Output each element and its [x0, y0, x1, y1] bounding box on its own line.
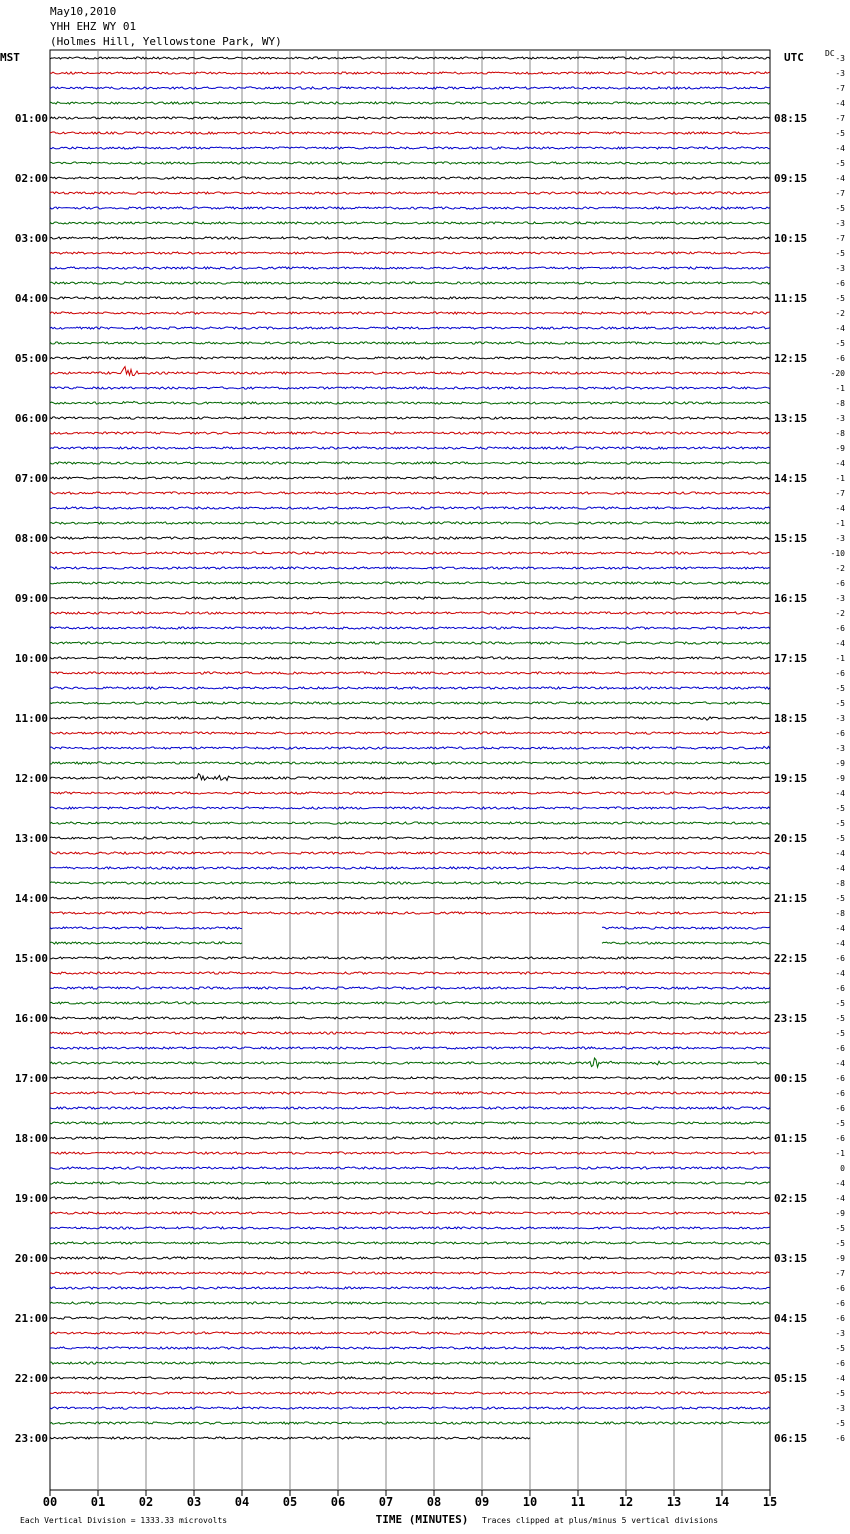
- dc-offset-label: -6: [835, 1314, 845, 1323]
- dc-offset-label: -6: [835, 1104, 845, 1113]
- seismic-trace: [50, 1197, 770, 1199]
- dc-header-label: DC: [825, 49, 835, 58]
- seismic-trace: [50, 746, 770, 749]
- dc-offset-label: -5: [835, 204, 845, 213]
- dc-offset-label: -3: [835, 69, 845, 78]
- dc-offset-label: -3: [835, 414, 845, 423]
- seismic-trace: [50, 1077, 770, 1079]
- seismic-trace: [50, 387, 770, 389]
- dc-offset-label: -3: [835, 714, 845, 723]
- seismic-trace: [50, 732, 770, 734]
- dc-offset-label: -5: [835, 684, 845, 693]
- dc-offset-label: -5: [835, 999, 845, 1008]
- dc-offset-label: -1: [835, 519, 845, 528]
- seismic-trace: [50, 267, 770, 269]
- seismic-trace: [50, 1047, 770, 1049]
- x-axis-title: TIME (MINUTES): [375, 1513, 469, 1526]
- seismic-trace: [50, 582, 770, 584]
- dc-offset-label: -3: [835, 744, 845, 753]
- dc-offset-label: -5: [835, 339, 845, 348]
- record-date: May10,2010: [50, 5, 117, 18]
- seismic-trace: [50, 717, 770, 720]
- dc-offset-label: -4: [835, 1194, 845, 1203]
- seismic-trace: [50, 597, 770, 599]
- mst-hour-label: 20:00: [14, 1252, 48, 1265]
- dc-offset-label: -4: [835, 864, 845, 873]
- seismic-trace: [50, 462, 770, 464]
- dc-offset-label: -6: [835, 354, 845, 363]
- dc-offset-label: -1: [835, 654, 845, 663]
- dc-offset-label: 0: [840, 1164, 845, 1173]
- x-tick-label: 05: [282, 1495, 298, 1509]
- dc-offset-label: -5: [835, 1029, 845, 1038]
- dc-offset-label: -4: [835, 939, 845, 948]
- seismic-trace: [50, 642, 770, 644]
- seismic-trace: [50, 567, 770, 569]
- dc-offset-label: -5: [835, 819, 845, 828]
- dc-offset-label: -4: [835, 1179, 845, 1188]
- x-tick-label: 08: [426, 1495, 442, 1509]
- seismic-trace: [50, 342, 770, 344]
- seismic-trace: [50, 1017, 770, 1019]
- utc-hour-label: 17:15: [774, 652, 808, 665]
- dc-offset-label: -4: [835, 969, 845, 978]
- seismic-trace: [50, 942, 770, 944]
- seismic-trace: [50, 1212, 770, 1214]
- utc-hour-label: 09:15: [774, 172, 808, 185]
- seismic-trace: [50, 401, 770, 405]
- seismic-trace: [50, 147, 770, 149]
- dc-offset-label: -5: [835, 129, 845, 138]
- utc-hour-label: 14:15: [774, 472, 808, 485]
- dc-offset-label: -8: [835, 909, 845, 918]
- dc-offset-label: -5: [835, 699, 845, 708]
- utc-axis-label: UTC: [784, 51, 804, 64]
- seismic-trace: [50, 1032, 770, 1034]
- dc-offset-label: -7: [835, 489, 845, 498]
- x-tick-label: 06: [330, 1495, 346, 1509]
- dc-offset-label: -7: [835, 84, 845, 93]
- x-tick-label: 07: [378, 1495, 394, 1509]
- seismic-trace: [50, 367, 770, 376]
- seismic-trace: [50, 327, 770, 329]
- dc-offset-label: -5: [835, 1344, 845, 1353]
- x-tick-label: 15: [762, 1495, 778, 1509]
- dc-offset-label: -3: [835, 1329, 845, 1338]
- x-tick-label: 01: [90, 1495, 106, 1509]
- mst-hour-label: 13:00: [14, 832, 48, 845]
- mst-hour-label: 18:00: [14, 1132, 48, 1145]
- dc-offset-label: -6: [835, 279, 845, 288]
- dc-offset-label: -6: [835, 624, 845, 633]
- seismic-trace: [50, 987, 770, 990]
- seismic-trace: [50, 537, 770, 539]
- seismic-trace: [50, 957, 770, 959]
- seismic-trace: [50, 102, 770, 104]
- seismic-trace: [50, 1058, 770, 1067]
- mst-hour-label: 01:00: [14, 112, 48, 125]
- seismic-trace: [50, 312, 770, 314]
- mst-hour-label: 08:00: [14, 532, 48, 545]
- dc-offset-label: -1: [835, 1149, 845, 1158]
- mst-hour-label: 10:00: [14, 652, 48, 665]
- seismic-trace: [50, 1107, 770, 1109]
- seismic-trace: [50, 207, 770, 209]
- x-tick-label: 10: [522, 1495, 538, 1509]
- dc-offset-label: -5: [835, 804, 845, 813]
- seismic-trace: [50, 852, 770, 854]
- seismic-trace: [50, 1152, 770, 1154]
- dc-offset-label: -4: [835, 849, 845, 858]
- dc-offset-label: -4: [835, 1374, 845, 1383]
- dc-offset-label: -4: [835, 144, 845, 153]
- dc-offset-label: -8: [835, 399, 845, 408]
- dc-offset-label: -5: [835, 1119, 845, 1128]
- utc-hour-label: 15:15: [774, 532, 808, 545]
- seismic-trace: [50, 177, 770, 179]
- dc-offset-label: -6: [835, 1089, 845, 1098]
- seismic-trace: [50, 1392, 770, 1394]
- utc-hour-label: 00:15: [774, 1072, 808, 1085]
- utc-hour-label: 13:15: [774, 412, 808, 425]
- dc-offset-label: -9: [835, 444, 845, 453]
- dc-offset-label: -9: [835, 1254, 845, 1263]
- dc-offset-label: -5: [835, 159, 845, 168]
- seismic-trace: [50, 927, 770, 929]
- seismic-trace: [50, 252, 770, 254]
- seismic-trace: [50, 57, 770, 59]
- utc-hour-label: 01:15: [774, 1132, 808, 1145]
- utc-hour-label: 04:15: [774, 1312, 808, 1325]
- dc-offset-label: -10: [830, 549, 845, 558]
- mst-hour-label: 21:00: [14, 1312, 48, 1325]
- dc-offset-label: -4: [835, 459, 845, 468]
- dc-offset-label: -6: [835, 1284, 845, 1293]
- utc-hour-label: 21:15: [774, 892, 808, 905]
- mst-hour-label: 06:00: [14, 412, 48, 425]
- dc-offset-label: -5: [835, 249, 845, 258]
- seismic-trace: [50, 477, 770, 479]
- clip-note: Traces clipped at plus/minus 5 vertical divisions: [482, 1516, 719, 1525]
- dc-offset-label: -9: [835, 759, 845, 768]
- dc-offset-label: -3: [835, 534, 845, 543]
- dc-offset-label: -4: [835, 174, 845, 183]
- seismic-trace: [50, 627, 770, 629]
- x-tick-label: 00: [42, 1495, 58, 1509]
- dc-offset-label: -20: [830, 369, 845, 378]
- seismic-trace: [50, 657, 770, 659]
- seismic-trace: [50, 237, 770, 239]
- seismic-trace: [50, 162, 770, 164]
- dc-offset-label: -7: [835, 234, 845, 243]
- dc-offset-label: -8: [835, 429, 845, 438]
- seismic-trace: [50, 507, 770, 509]
- seismic-trace: [50, 1407, 770, 1409]
- dc-offset-label: -4: [835, 789, 845, 798]
- seismic-trace: [50, 447, 770, 449]
- dc-offset-label: -4: [835, 924, 845, 933]
- seismic-trace: [50, 357, 770, 359]
- x-tick-label: 02: [138, 1495, 154, 1509]
- seismic-trace: [50, 897, 770, 899]
- dc-offset-label: -2: [835, 309, 845, 318]
- seismic-trace: [50, 702, 770, 704]
- dc-offset-label: -3: [835, 264, 845, 273]
- dc-offset-label: -3: [835, 54, 845, 63]
- seismic-trace: [50, 687, 770, 689]
- scale-note: Each Vertical Division = 1333.33 microvolts: [20, 1516, 228, 1525]
- seismic-trace: [50, 867, 770, 869]
- mst-hour-label: 16:00: [14, 1012, 48, 1025]
- utc-hour-label: 10:15: [774, 232, 808, 245]
- seismic-trace: [50, 1332, 770, 1334]
- mst-hour-label: 17:00: [14, 1072, 48, 1085]
- dc-offset-label: -5: [835, 1224, 845, 1233]
- dc-offset-label: -6: [835, 579, 845, 588]
- seismic-trace: [50, 1092, 770, 1094]
- seismic-trace: [50, 522, 770, 524]
- utc-hour-label: 18:15: [774, 712, 808, 725]
- seismic-trace: [50, 222, 770, 224]
- seismic-trace: [50, 1302, 770, 1304]
- seismic-trace: [50, 882, 770, 884]
- seismic-trace: [50, 297, 770, 299]
- seismic-trace: [50, 972, 770, 974]
- seismic-trace: [50, 552, 770, 554]
- utc-hour-label: 19:15: [774, 772, 808, 785]
- seismic-trace: [50, 1422, 770, 1424]
- utc-hour-label: 12:15: [774, 352, 808, 365]
- dc-offset-label: -6: [835, 729, 845, 738]
- utc-hour-label: 11:15: [774, 292, 808, 305]
- seismic-trace: [50, 822, 770, 824]
- seismic-trace: [50, 1287, 770, 1289]
- seismic-trace: [50, 1257, 770, 1259]
- dc-offset-label: -1: [835, 384, 845, 393]
- mst-hour-label: 12:00: [14, 772, 48, 785]
- seismic-trace: [50, 774, 770, 781]
- mst-hour-label: 19:00: [14, 1192, 48, 1205]
- dc-offset-label: -7: [835, 1269, 845, 1278]
- mst-hour-label: 03:00: [14, 232, 48, 245]
- seismic-trace: [50, 1167, 770, 1169]
- seismic-trace: [50, 1362, 770, 1364]
- seismic-trace: [50, 1137, 770, 1139]
- seismic-trace: [50, 132, 770, 134]
- mst-hour-label: 14:00: [14, 892, 48, 905]
- x-tick-label: 11: [570, 1495, 586, 1509]
- dc-offset-label: -4: [835, 324, 845, 333]
- dc-offset-label: -3: [835, 594, 845, 603]
- utc-hour-label: 05:15: [774, 1372, 808, 1385]
- dc-offset-label: -3: [835, 1404, 845, 1413]
- seismic-trace: [50, 612, 770, 614]
- x-tick-label: 03: [186, 1495, 202, 1509]
- mst-hour-label: 04:00: [14, 292, 48, 305]
- mst-hour-label: 07:00: [14, 472, 48, 485]
- mst-hour-label: 02:00: [14, 172, 48, 185]
- mst-axis-label: MST: [0, 51, 20, 64]
- x-tick-label: 13: [666, 1495, 682, 1509]
- dc-offset-label: -5: [835, 894, 845, 903]
- seismic-trace: [50, 117, 770, 119]
- seismic-trace: [50, 1347, 770, 1349]
- seismic-trace: [50, 1002, 770, 1004]
- dc-offset-label: -6: [835, 1074, 845, 1083]
- dc-offset-label: -7: [835, 114, 845, 123]
- utc-hour-label: 20:15: [774, 832, 808, 845]
- dc-offset-label: -7: [835, 189, 845, 198]
- seismic-trace: [50, 432, 770, 434]
- dc-offset-label: -2: [835, 609, 845, 618]
- utc-hour-label: 08:15: [774, 112, 808, 125]
- seismic-trace: [50, 1242, 770, 1244]
- utc-hour-label: 23:15: [774, 1012, 808, 1025]
- dc-offset-label: -4: [835, 1059, 845, 1068]
- dc-offset-label: -6: [835, 1359, 845, 1368]
- seismic-trace: [50, 87, 770, 89]
- seismic-trace: [50, 72, 770, 74]
- utc-hour-label: 22:15: [774, 952, 808, 965]
- dc-offset-label: -6: [835, 1134, 845, 1143]
- seismic-trace: [50, 672, 770, 674]
- dc-offset-label: -3: [835, 219, 845, 228]
- dc-offset-label: -8: [835, 879, 845, 888]
- dc-offset-label: -5: [835, 1239, 845, 1248]
- dc-offset-label: -6: [835, 984, 845, 993]
- dc-offset-label: -5: [835, 1389, 845, 1398]
- mst-hour-label: 22:00: [14, 1372, 48, 1385]
- seismic-trace: [50, 837, 770, 839]
- seismic-trace: [50, 1272, 770, 1274]
- dc-offset-label: -5: [835, 834, 845, 843]
- seismic-trace: [50, 492, 770, 494]
- seismic-trace: [50, 282, 770, 284]
- seismic-trace: [50, 1122, 770, 1124]
- dc-offset-label: -6: [835, 1434, 845, 1443]
- mst-hour-label: 11:00: [14, 712, 48, 725]
- dc-offset-label: -6: [835, 669, 845, 678]
- mst-hour-label: 05:00: [14, 352, 48, 365]
- seismic-trace: [50, 1377, 770, 1379]
- seismic-trace: [50, 192, 770, 194]
- seismic-trace: [50, 1317, 770, 1319]
- utc-hour-label: 02:15: [774, 1192, 808, 1205]
- dc-offset-label: -6: [835, 954, 845, 963]
- dc-offset-label: -1: [835, 474, 845, 483]
- utc-hour-label: 03:15: [774, 1252, 808, 1265]
- dc-offset-label: -9: [835, 1209, 845, 1218]
- seismic-trace: [50, 762, 770, 764]
- seismic-trace: [50, 417, 770, 419]
- dc-offset-label: -5: [835, 1014, 845, 1023]
- seismic-trace: [50, 807, 770, 809]
- dc-offset-label: -4: [835, 99, 845, 108]
- seismic-trace: [50, 792, 770, 794]
- seismic-trace: [50, 912, 770, 914]
- dc-offset-label: -9: [835, 774, 845, 783]
- x-tick-label: 04: [234, 1495, 250, 1509]
- seismic-trace: [50, 1182, 770, 1184]
- mst-hour-label: 15:00: [14, 952, 48, 965]
- x-tick-label: 12: [618, 1495, 634, 1509]
- dc-offset-label: -4: [835, 639, 845, 648]
- station-location: (Holmes Hill, Yellowstone Park, WY): [50, 35, 282, 48]
- utc-hour-label: 06:15: [774, 1432, 808, 1445]
- dc-offset-label: -6: [835, 1299, 845, 1308]
- dc-offset-label: -2: [835, 564, 845, 573]
- seismic-trace: [50, 1227, 770, 1229]
- plot-frame: [50, 50, 770, 1490]
- dc-offset-label: -5: [835, 1419, 845, 1428]
- dc-offset-label: -5: [835, 294, 845, 303]
- x-tick-label: 14: [714, 1495, 730, 1509]
- mst-hour-label: 09:00: [14, 592, 48, 605]
- x-tick-label: 09: [474, 1495, 490, 1509]
- station-name: YHH EHZ WY 01: [50, 20, 137, 33]
- mst-hour-label: 23:00: [14, 1432, 48, 1445]
- dc-offset-label: -6: [835, 1044, 845, 1053]
- utc-hour-label: 16:15: [774, 592, 808, 605]
- dc-offset-label: -4: [835, 504, 845, 513]
